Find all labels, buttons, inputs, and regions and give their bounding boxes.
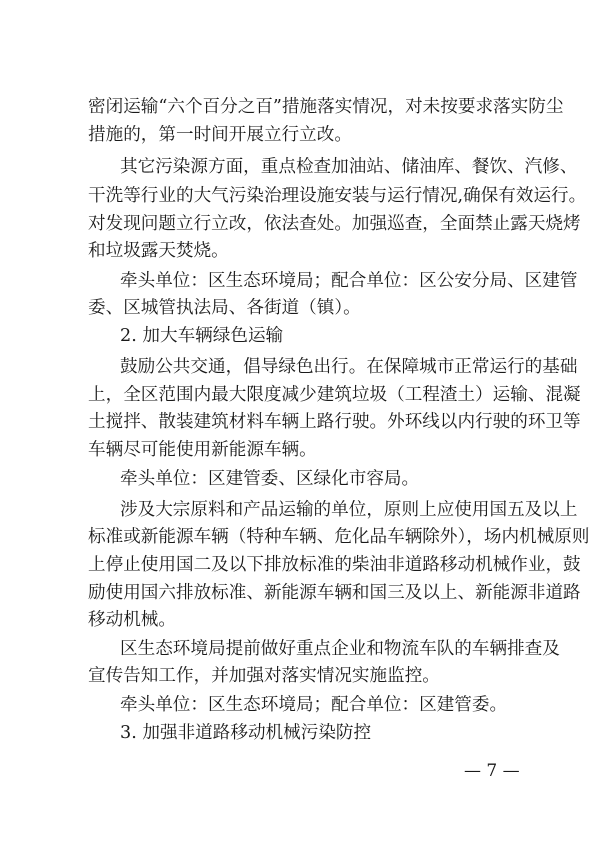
text-line: 车辆尽可能使用新能源车辆。	[88, 440, 317, 460]
text-line: 鼓励公共交通，倡导绿色出行。在保障城市正常运行的基础	[120, 357, 578, 377]
text-line: 土搅拌、散装建筑材料车辆上路行驶。外环线以内行驶的环卫等	[88, 412, 581, 432]
text-line: 密闭运输“六个百分之百”措施落实情况，对未按要求落实防尘	[88, 97, 564, 117]
page-number	[0, 757, 600, 785]
text-line: 上，全区范围内最大限度减少建筑垃圾（工程渣土）运输、混凝	[88, 385, 581, 405]
text-line: 和垃圾露天焚烧。	[88, 241, 229, 261]
text-line: 区生态环境局提前做好重点企业和物流车队的车辆排查及	[120, 639, 560, 659]
text-line: 标准或新能源车辆（特种车辆、危化品车辆除外），场内机械原则	[88, 527, 590, 547]
text-line: 措施的，第一时间开展立行立改。	[88, 125, 352, 145]
text-line: 宣传告知工作，并加强对落实情况实施监控。	[88, 666, 440, 686]
text-line: 对发现问题立行立改，依法查处。加强巡查，全面禁止露天烧烤	[88, 214, 581, 234]
text-line: 委、区城管执法局、各街道（镇）。	[88, 298, 361, 318]
text-line: 牵头单位：区建管委、区绿化市容局。	[120, 469, 420, 489]
page-number-text: — 7 —	[464, 761, 520, 781]
text-line: 牵头单位：区生态环境局；配合单位：区公安分局、区建管	[120, 271, 578, 291]
text-line: 涉及大宗原料和产品运输的单位，原则上应使用国五及以上	[120, 500, 578, 520]
section-heading: 3. 加强非道路移动机械污染防控	[120, 723, 372, 743]
section-heading: 2. 加大车辆绿色运输	[120, 326, 284, 346]
text-line: 牵头单位：区生态环境局；配合单位：区建管委。	[120, 695, 508, 715]
text-line: 其它污染源方面，重点检查加油站、储油库、餐饮、汽修、	[120, 157, 578, 177]
text-line: 励使用国六排放标准、新能源车辆和国三及以上、新能源非道路	[88, 583, 581, 603]
text-line: 上停止使用国二及以下排放标准的柴油非道路移动机械作业，鼓	[88, 555, 581, 575]
text-line: 移动机械。	[88, 610, 176, 630]
text-line: 干洗等行业的大气污染治理设施安装与运行情况,确保有效运行。	[88, 186, 587, 206]
